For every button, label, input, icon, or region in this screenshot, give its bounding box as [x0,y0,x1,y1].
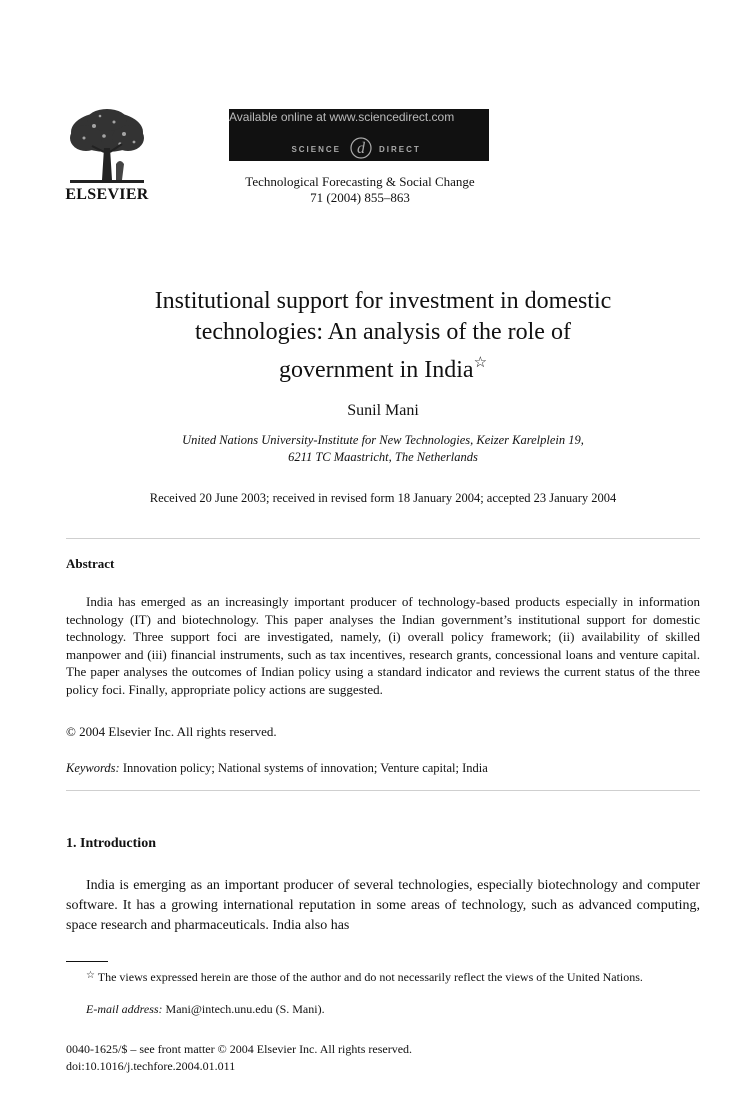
journal-issue: 71 (2004) 855–863 [310,190,410,205]
title-line: Institutional support for investment in domestic [154,288,612,314]
divider [66,538,700,539]
star-footnote-icon: ☆ [86,970,95,981]
keywords-list: Innovation policy; National systems of innovation; Venture capital; India [122,761,488,775]
footnote-note [66,967,700,986]
banner-url-text: Available online at www.sciencedirect.com [229,110,455,124]
footnote-rule [66,961,108,962]
keywords-label: Keywords: [66,761,120,775]
email-label: E-mail address: [86,1002,163,1016]
divider [66,790,700,791]
affiliation-line: 6211 TC Maastricht, The Netherlands [288,450,478,464]
issn-line: 0040-1625/$ – see front matter © 2004 Elsevier Inc. All rights reserved. [66,1042,413,1056]
sciencedirect-logo [229,137,489,159]
abstract-text: India has emerged as an increasingly important producer of technology-based products especially in information technology (IT) and biotechnology. This paper analyses the Indian government’s institutional support for domestic technology. Three support foci are investigated, namely, (i) overall policy framework; (ii) availability of skilled manpower and (iii) financial instruments, such as tax incentives, research grants, concessional loans and venture capital. The paper analyses the outcomes of Indian policy using a standard indicator and reviews the current status of the three policy foci. Finally, appropriate policy actions are suggested. [66,594,700,697]
footnote-email [86,1001,686,1018]
author-affiliation [120,432,646,466]
banner-right-word: DIRECT [379,145,421,154]
title-line: government in India [278,357,474,383]
star-footnote-icon[interactable]: ☆ [473,355,488,371]
front-matter [66,1041,700,1075]
journal-info [200,174,520,206]
email-link[interactable]: Mani@intech.unu.edu (S. Mani). [165,1002,325,1016]
affiliation-line: United Nations University-Institute for New Technologies, Keizer Karelplein 19, [182,433,584,447]
abstract-heading: Abstract [66,556,115,571]
sciencedirect-banner[interactable] [229,109,489,161]
abstract-copyright: © 2004 Elsevier Inc. All rights reserved. [66,724,277,739]
author-name: Sunil Mani [347,402,419,419]
article-title [100,286,666,386]
doi-link[interactable]: doi:10.1016/j.techfore.2004.01.011 [66,1059,236,1073]
elsevier-wordmark: ELSEVIER [65,186,149,203]
footnote-text: The views expressed herein are those of the author and do not necessarily reflect the views of the United Nations. [97,970,643,984]
title-line: technologies: An analysis of the role of [195,319,571,345]
introduction-text: India is emerging as an important producer of several technologies, especially biotechnology and computer software. It has a growing international reputation in some areas of technology, such as advanced computing, space research and pharmaceuticals. India also has [66,878,700,933]
keywords [66,761,700,776]
section-heading: 1. Introduction [66,836,156,851]
journal-name: Technological Forecasting & Social Change [245,174,475,189]
received-dates: Received 20 June 2003; received in revised form 18 January 2004; accepted 23 January 2004 [149,491,617,505]
banner-mark: d [357,140,365,157]
banner-left-word: SCIENCE [291,145,341,154]
